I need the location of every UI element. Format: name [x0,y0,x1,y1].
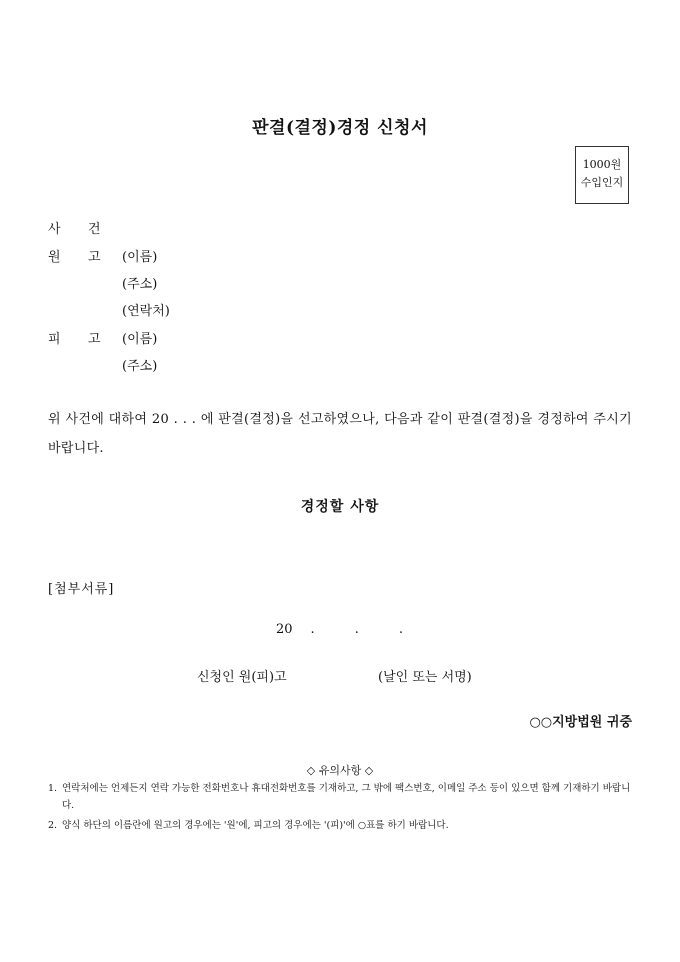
request-body-text: 위 사건에 대하여 20 . . . 에 판결(결정)을 선고하였으나, 다음과 같이 판결(결정)을 경정하여 주시기 바랍니다. [48,412,632,456]
defendant-name-field: (이름) [122,332,158,347]
stamp-label: 수입인지 [580,176,624,189]
revenue-stamp-box [575,146,629,204]
notice-item: 1. 연락처에는 언제든지 연락 가능한 전화번호나 휴대전화번호를 기재하고, 그 밖에 팩스번호, 이메일 주소 등이 있으면 함께 기재하기 바랍니다. [48,783,631,811]
defendant-address-field: (주소) [122,359,158,374]
plaintiff-label: 원 고 [48,250,101,265]
stamp-amount: 1000원 [582,158,622,171]
document-title: 판결(결정)경정 신청서 [252,118,428,138]
case-label: 사 건 [48,222,101,237]
notice-heading: ◇ 유의사항 ◇ [306,764,374,777]
defendant-label: 피 고 [48,332,101,347]
notice-list [48,780,638,834]
plaintiff-address-field: (주소) [122,277,158,292]
filing-date: 20 . . . [276,622,403,637]
plaintiff-name-field: (이름) [122,250,158,265]
plaintiff-contact-field: (연락처) [122,304,170,319]
notice-item: 2. 양식 하단의 이름란에 원고의 경우에는 '원'에, 피고의 경우에는 '(피)'에 ○표를 하기 바랍니다. [48,820,449,831]
attachments-label: [첨부서류] [48,582,115,597]
court-addressee: ○○지방법원 귀중 [529,715,632,730]
signature-label: (날인 또는 서명) [378,670,472,685]
applicant-label: 신청인 원(피)고 [197,670,287,685]
correction-items-heading: 경정할 사항 [300,499,380,515]
